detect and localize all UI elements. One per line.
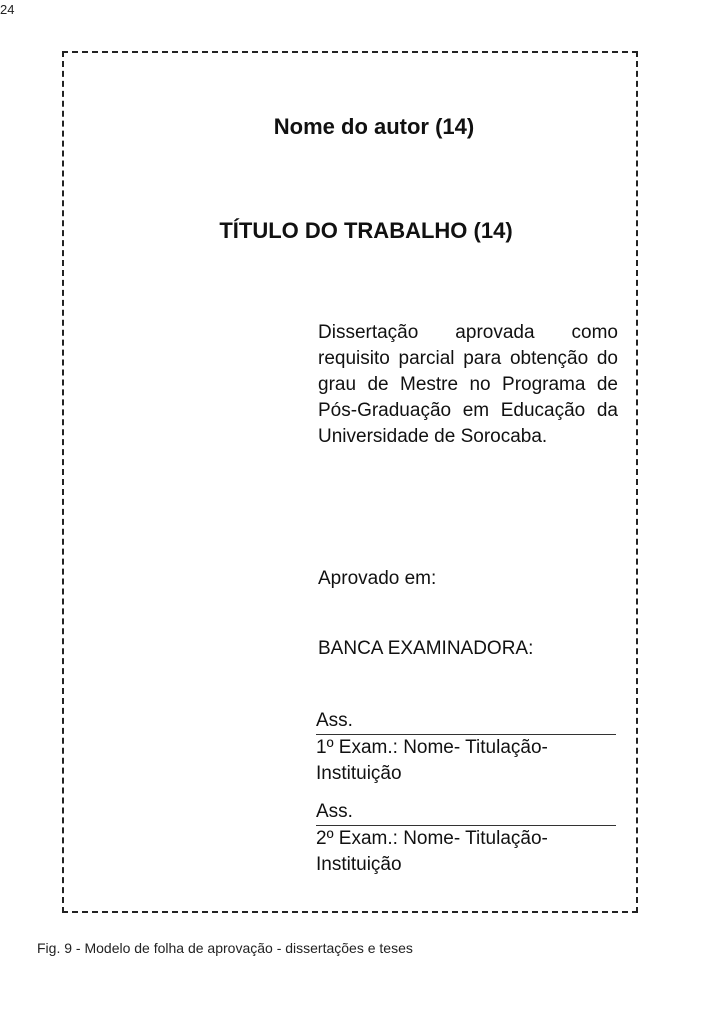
- approved-date-label: Aprovado em:: [318, 568, 437, 589]
- examiner-institution: Instituição: [316, 854, 402, 875]
- examining-board-label: BANCA EXAMINADORA:: [318, 638, 534, 659]
- page-number: 24: [0, 2, 15, 17]
- examiner-signature-block: [316, 708, 616, 787]
- examiner-signature-block: [316, 799, 616, 878]
- author-name: Nome do autor (14): [273, 114, 475, 139]
- signature-line-label: Ass.: [316, 799, 616, 826]
- figure-caption: Fig. 9 - Modelo de folha de aprovação - dissertações e teses: [37, 940, 413, 956]
- signature-line-label: Ass.: [316, 708, 616, 735]
- examiner-institution: Instituição: [316, 763, 402, 784]
- work-title: TÍTULO DO TRABALHO (14): [219, 218, 513, 243]
- examiner-name-line: 1º Exam.: Nome- Titulação-: [316, 737, 548, 758]
- dissertation-statement: Dissertação aprovada como requisito parcial para obtenção do grau de Mestre no Programa de Pós-Graduação em Educação da Universidade de Sorocaba.: [318, 322, 618, 447]
- examiner-name-line: 2º Exam.: Nome- Titulação-: [316, 828, 548, 849]
